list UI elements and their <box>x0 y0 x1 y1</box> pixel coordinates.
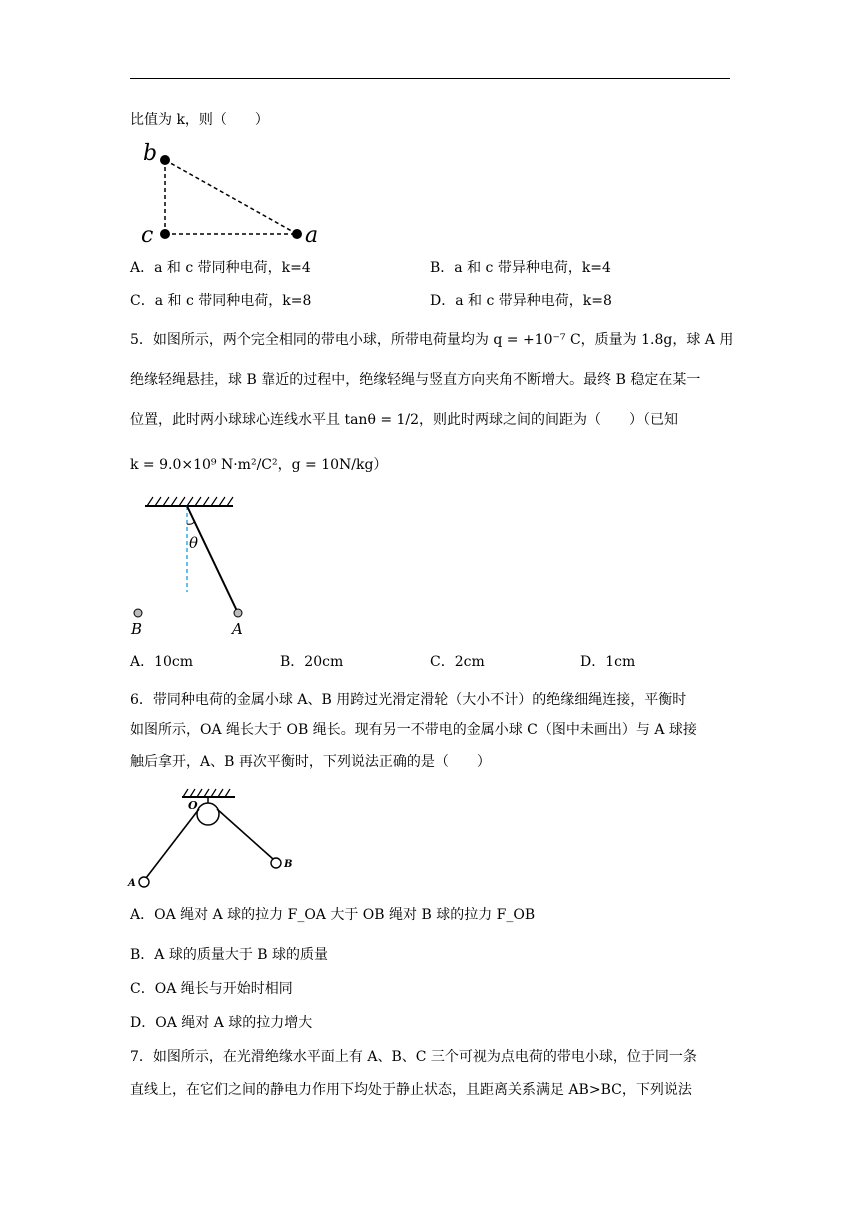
ball-a <box>139 877 149 887</box>
q4-triangle-figure <box>135 140 335 250</box>
q5-line-2: 绝缘轻绳悬挂，球 B 靠近的过程中，绝缘轻绳与竖直方向夹角不断增大。最终 B 稳定在某一 <box>130 372 701 388</box>
charge-c-dot <box>160 229 170 239</box>
q6-option-b: B．A 球的质量大于 B 球的质量 <box>130 947 329 963</box>
q6-option-c: C．OA 绳长与开始时相同 <box>130 981 293 997</box>
label-a: a <box>305 223 319 248</box>
q6-line-2: 如图所示，OA 绳长大于 OB 绳长。现有另一不带电的金属小球 C（图中未画出）与 A 球接 <box>130 722 697 738</box>
q7-line-2: 直线上，在它们之间的静电力作用下均处于静止状态，且距离关系满足 AB>BC，下列说法 <box>130 1082 692 1098</box>
ball-a <box>234 609 242 617</box>
q4-option-a: A．a 和 c 带同种电荷，k=4 <box>130 260 311 276</box>
q6-line-3: 触后拿开，A、B 再次平衡时，下列说法正确的是（ ） <box>130 754 491 770</box>
ball-b <box>271 858 281 868</box>
q6-option-a: A．OA 绳对 A 球的拉力 F_OA 大于 OB 绳对 B 球的拉力 F_OB <box>130 907 536 923</box>
label-A: A <box>232 620 243 638</box>
label-b: b <box>143 141 158 166</box>
q6-pulley-figure <box>125 785 300 895</box>
ball-b <box>134 609 142 617</box>
q6-option-d: D．OA 绳对 A 球的拉力增大 <box>130 1015 313 1031</box>
q4-option-d: D．a 和 c 带异种电荷，k=8 <box>430 293 612 309</box>
q5-option-b: B．20cm <box>280 654 344 670</box>
label-theta: θ <box>189 534 199 552</box>
q6-line-1: 6．带同种电荷的金属小球 A、B 用跨过光滑定滑轮（大小不计）的绝缘细绳连接，平衡时 <box>130 692 687 708</box>
label-B: B <box>284 859 293 870</box>
q5-line-4: k = 9.0×10⁹ N·m²/C²，g = 10N/kg） <box>130 457 388 473</box>
q5-line-3: 位置，此时两小球球心连线水平且 tanθ = 1/2，则此时两球之间的间距为（ ）（已知 <box>130 412 679 428</box>
q5-option-d: D．1cm <box>580 654 636 670</box>
label-O: O <box>188 799 198 812</box>
q7-line-1: 7．如图所示，在光滑绝缘水平面上有 A、B、C 三个可视为点电荷的带电小球，位于同一条 <box>130 1049 697 1065</box>
pendulum-string <box>187 506 237 611</box>
charge-a-dot <box>292 229 302 239</box>
q5-option-c: C．2cm <box>430 654 485 670</box>
rope-oa <box>146 809 199 878</box>
q4-stem-tail: 比值为 k，则（ ） <box>130 112 269 128</box>
q5-line-1: 5．如图所示，两个完全相同的带电小球，所带电荷量均为 q = +10⁻⁷ C，质量为 1.8g，球 A 用 <box>130 332 734 348</box>
q4-option-b: B．a 和 c 带异种电荷，k=4 <box>430 260 611 276</box>
label-A: A <box>128 878 136 889</box>
header-rule <box>130 78 730 79</box>
pulley <box>197 803 219 825</box>
q5-pendulum-figure <box>125 492 255 637</box>
rope-ob <box>217 809 273 859</box>
q5-option-a: A．10cm <box>130 654 194 670</box>
q4-option-c: C．a 和 c 带同种电荷，k=8 <box>130 293 312 309</box>
charge-b-dot <box>160 155 170 165</box>
label-c: c <box>141 223 154 248</box>
label-B: B <box>131 620 143 638</box>
